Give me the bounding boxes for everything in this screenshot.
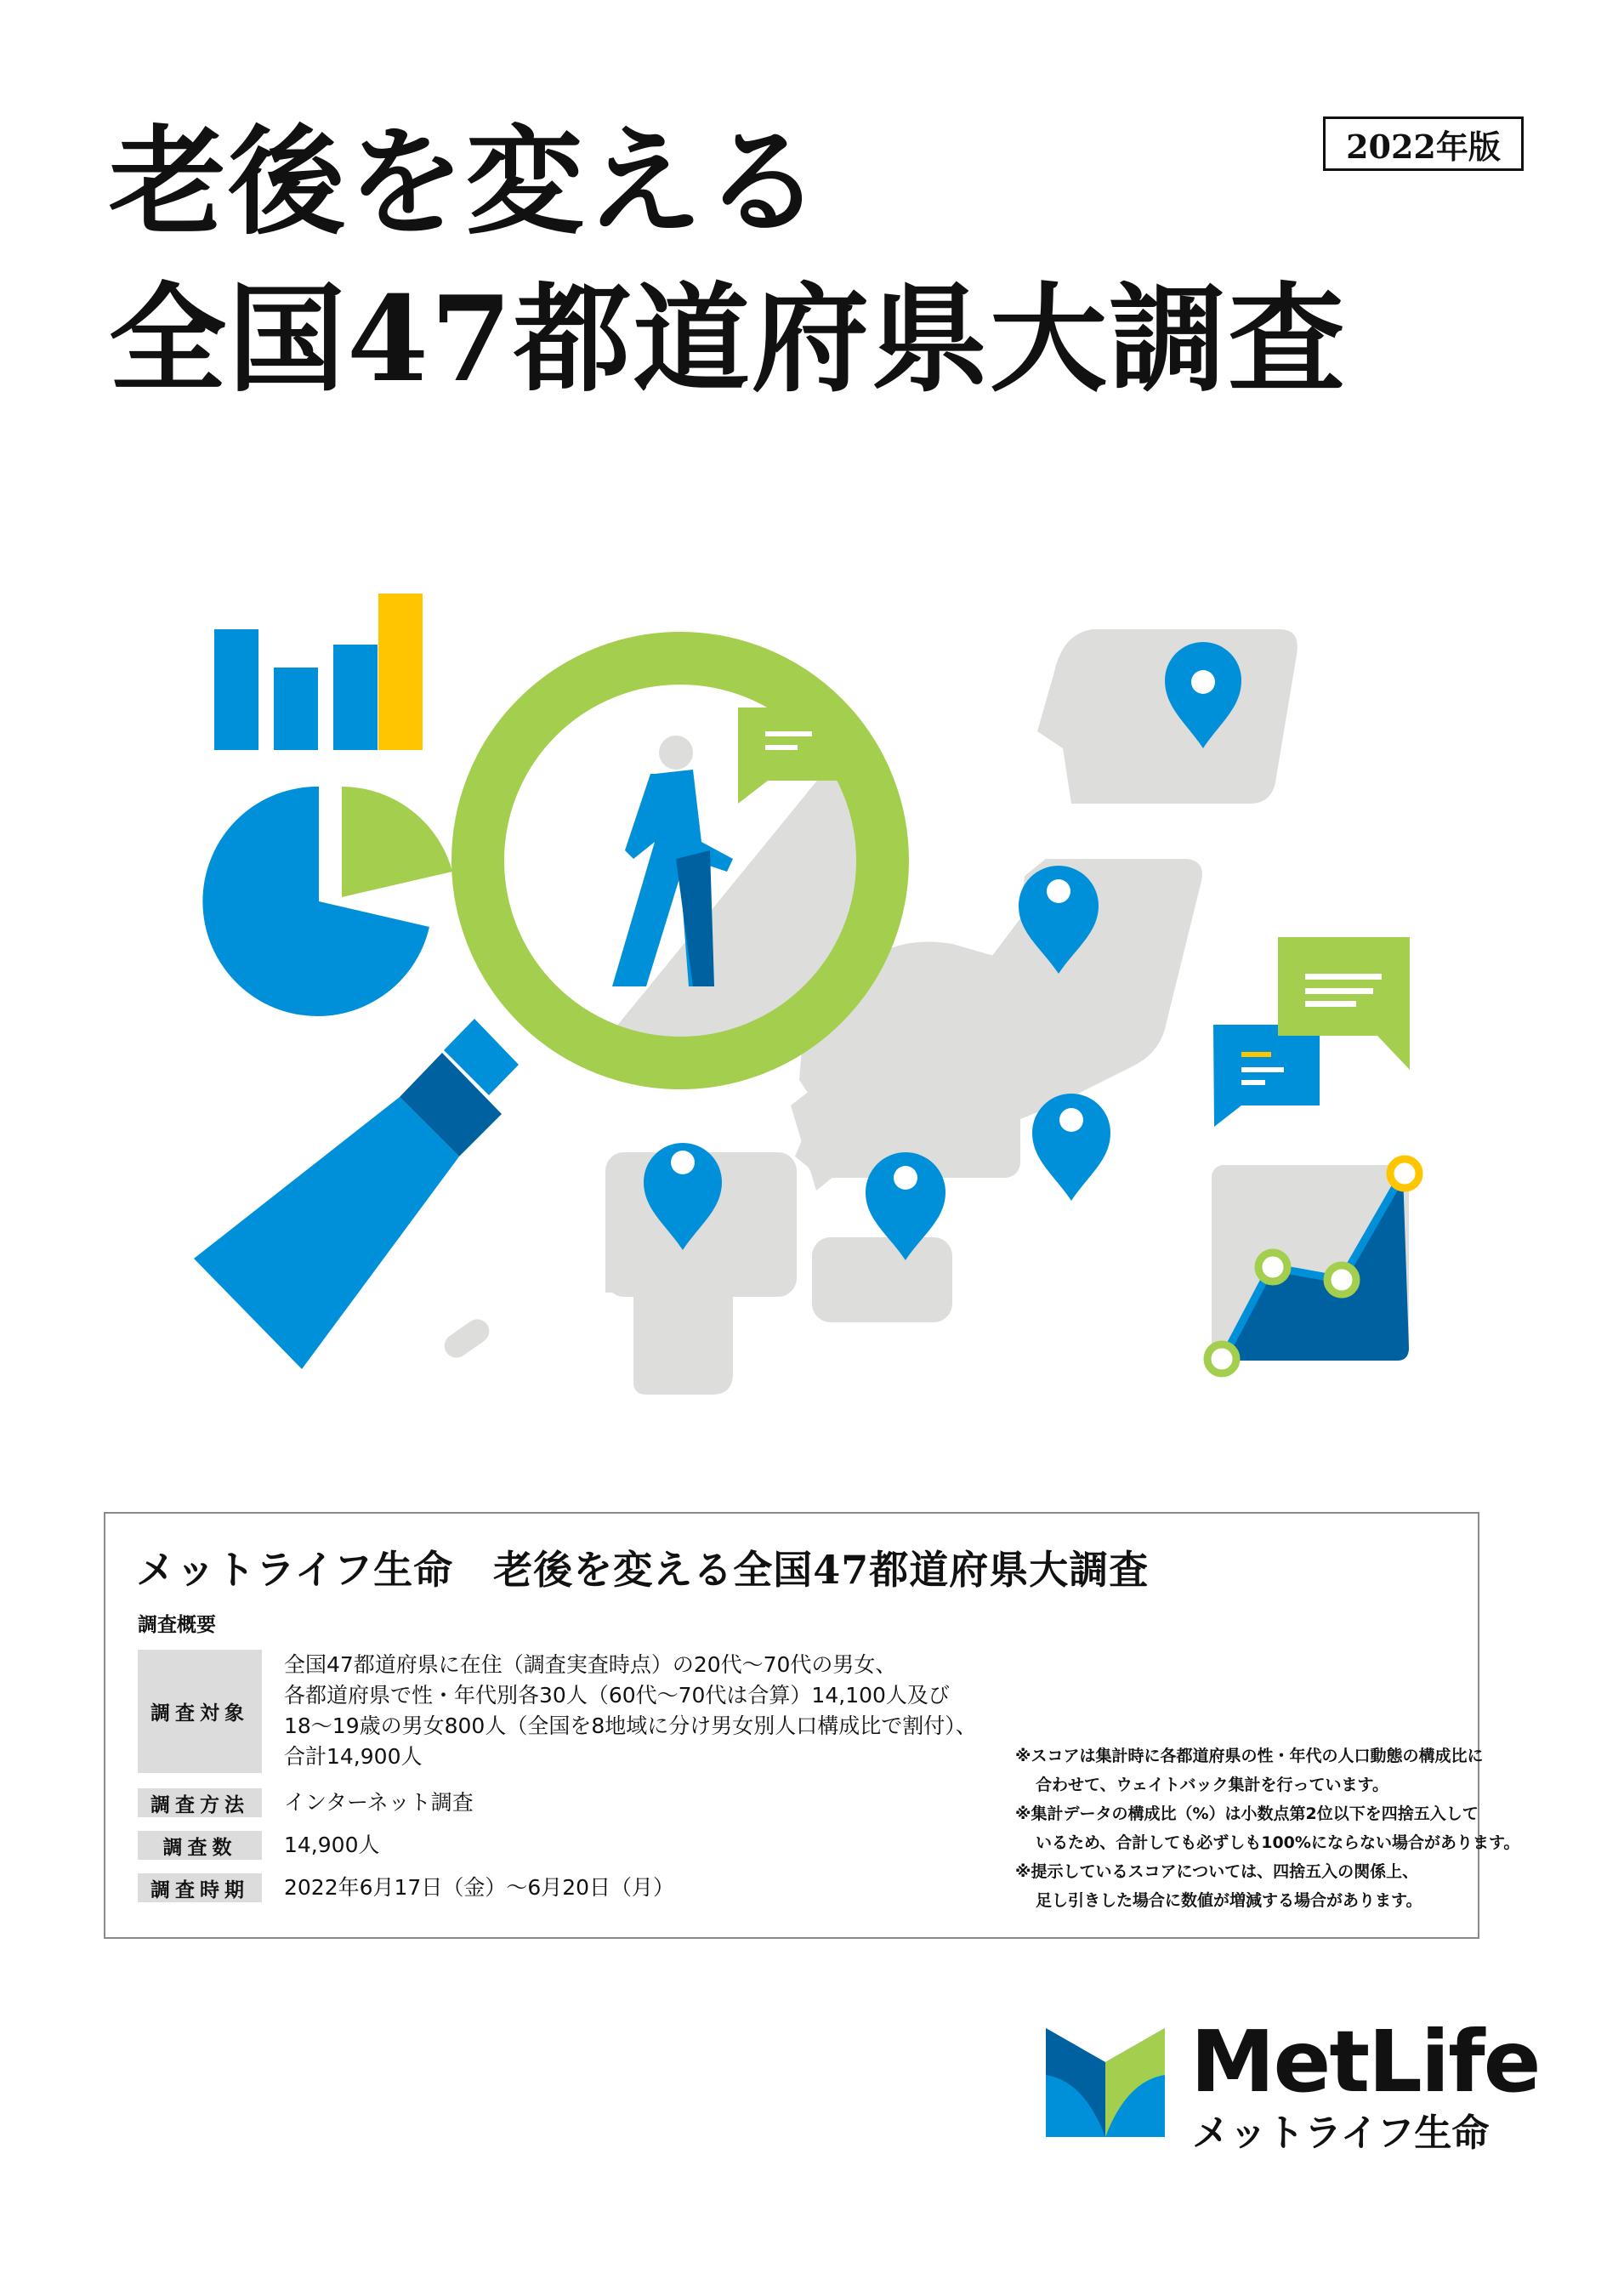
note-line: ※集計データの構成比（%）は小数点第2位以下を四捨五入して [1015, 1804, 1479, 1823]
note-line: ※提示しているスコアについては、四捨五入の関係上、 [1015, 1862, 1419, 1881]
target-line: 各都道府県で性・年代別各30人（60代～70代は合算）14,100人及び [284, 1683, 950, 1708]
speech-bubble-icon [1213, 937, 1410, 1127]
cover-title-line2: 全国47都道府県大調査 [109, 270, 1348, 408]
survey-notes [1015, 1742, 1519, 1915]
cover-title-line1: 老後を変える [109, 112, 824, 251]
survey-title: メットライフ生命 老後を変える全国47都道府県大調査 [136, 1547, 1150, 1593]
target-line: 18～19歳の男女800人（全国を8地域に分け男女別人口構成比で割付）、 [284, 1713, 977, 1738]
method-value: インターネット調査 [284, 1790, 474, 1815]
metlife-logo-text: MetLife [1190, 2012, 1540, 2111]
bar-chart-icon [214, 594, 423, 750]
note-line: 足し引きした場合に数値が増減する場合があります。 [1036, 1891, 1422, 1910]
count-value: 14,900人 [284, 1833, 380, 1857]
metlife-logo-icon [1046, 2028, 1165, 2137]
count-label: 調査数 [138, 1831, 262, 1860]
note-line: ※スコアは集計時に各都道府県の性・年代の人口動態の構成比に [1015, 1747, 1484, 1765]
target-value [284, 1650, 977, 1772]
period-label: 調査時期 [138, 1873, 262, 1902]
target-label: 調査対象 [138, 1650, 262, 1773]
note-line: 合わせて、ウェイトバック集計を行っています。 [1036, 1776, 1388, 1794]
target-line: 全国47都道府県に在住（調査実査時点）の20代～70代の男女、 [284, 1652, 897, 1677]
note-line: いるため、合計しても必ずしも100%にならない場合があります。 [1036, 1833, 1520, 1852]
survey-subtitle: 調査概要 [138, 1614, 216, 1636]
target-line: 合計14,900人 [284, 1744, 423, 1769]
period-value: 2022年6月17日（金）～6月20日（月） [284, 1875, 675, 1900]
method-label: 調査方法 [138, 1788, 262, 1817]
metlife-company-name: メットライフ生命 [1192, 2111, 1490, 2155]
pie-chart-icon [202, 787, 452, 1016]
survey-info-box [104, 1512, 1520, 1939]
edition-badge: 2022年版 [1323, 117, 1524, 171]
